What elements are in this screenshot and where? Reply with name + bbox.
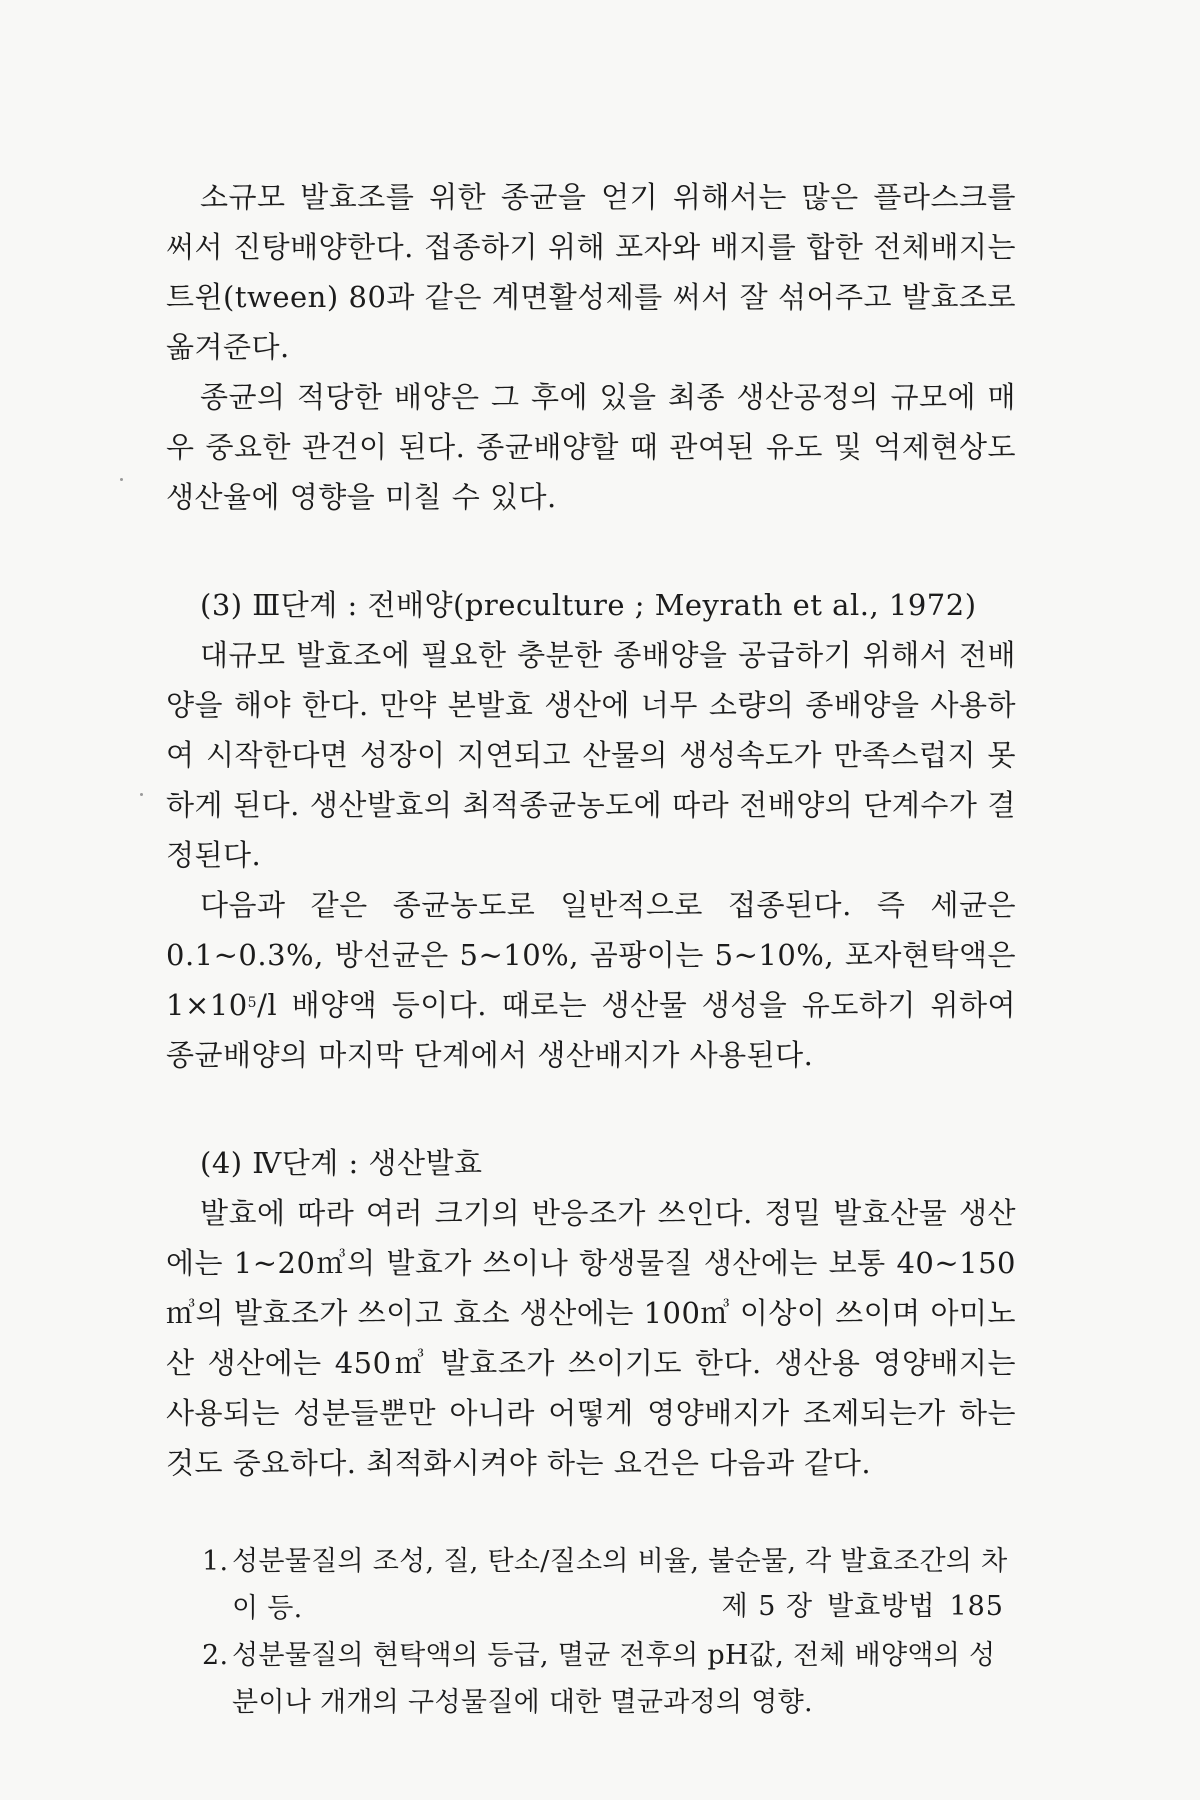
inoculum-text-part-2: /l 배양액 등이다. 때로는 생산물 생성을 유도하기 위하여 종균배양의 마지막 단계에서 생산배지가 사용된다. (166, 988, 1016, 1072)
section-heading-stage-4: (4) Ⅳ단계 : 생산발효 (200, 1146, 483, 1180)
footer-title: 발효방법 (827, 1591, 936, 1622)
page-body (166, 172, 1016, 1726)
paragraph-preculture: 대규모 발효조에 필요한 충분한 종배양을 공급하기 위해서 전배양을 해야 한다. 만약 본발효 생산에 너무 소량의 종배양을 사용하여 시작한다면 성장이 지연되고 산물의 생성속도가 만족스럽지 못하게 된다. 생산발효의 최적종균농도에 따라 전배양의 단계수가 결정된다. (166, 638, 1016, 872)
paragraph-small-fermenter: 소규모 발효조를 위한 종균을 얻기 위해서는 많은 플라스크를 써서 진탕배양한다. 접종하기 위해 포자와 배지를 합한 전체배지는 트윈(tween) 80과 같은 계면활성제를 써서 잘 섞어주고 발효조로 옮겨준다. (166, 180, 1016, 364)
paragraph-inoculum-concentration (166, 880, 1016, 1080)
list-item (166, 1632, 1016, 1726)
paragraph-production-fermentation: 발효에 따라 여러 크기의 반응조가 쓰인다. 정밀 발효산물 생산에는 1~20㎥의 발효가 쓰이나 항생물질 생산에는 보통 40~150㎥의 발효조가 쓰이고 효소 생산에는 100㎥ 이상이 쓰이며 아미노산 생산에는 450㎥ 발효조가 쓰이기도 한다. 생산용 영양배지는 사용되는 성분들뿐만 아니라 어떻게 영양배지가 조제되는가 하는 것도 중요하다. 최적화시켜야 하는 요건은 다음과 같다. (166, 1196, 1016, 1480)
page-number: 185 (949, 1591, 1004, 1622)
scan-speck (140, 793, 143, 796)
paragraph-inoculum-culture: 종균의 적당한 배양은 그 후에 있을 최종 생산공정의 규모에 매우 중요한 관건이 된다. 종균배양할 때 관여된 유도 및 억제현상도 생산율에 영향을 미칠 수 있다. (166, 380, 1016, 514)
section-heading-stage-3: (3) Ⅲ단계 : 전배양(preculture ; Meyrath et al., 1972) (200, 588, 977, 622)
list-item-number: 2. (202, 1640, 229, 1671)
exponent: 5 (247, 995, 258, 1011)
page-footer (708, 1584, 1004, 1623)
scan-speck (120, 478, 123, 481)
list-item-text: 성분물질의 조성, 질, 탄소/질소의 비율, 불순물, 각 발효조간의 차이 등. (232, 1546, 1008, 1624)
footer-chapter: 제 5 장 (721, 1591, 814, 1622)
list-item-text: 성분물질의 현탁액의 등급, 멸균 전후의 pH값, 전체 배양액의 성분이나 개개의 구성물질에 대한 멸균과정의 영향. (232, 1640, 996, 1718)
requirements-list (166, 1538, 1016, 1726)
inoculum-text-part-1: 다음과 같은 종균농도로 일반적으로 접종된다. 즉 세균은 0.1~0.3%, 방선균은 5~10%, 곰팡이는 5~10%, 포자현탁액은 1×10 (166, 888, 1016, 1022)
list-item-number: 1. (202, 1546, 229, 1577)
